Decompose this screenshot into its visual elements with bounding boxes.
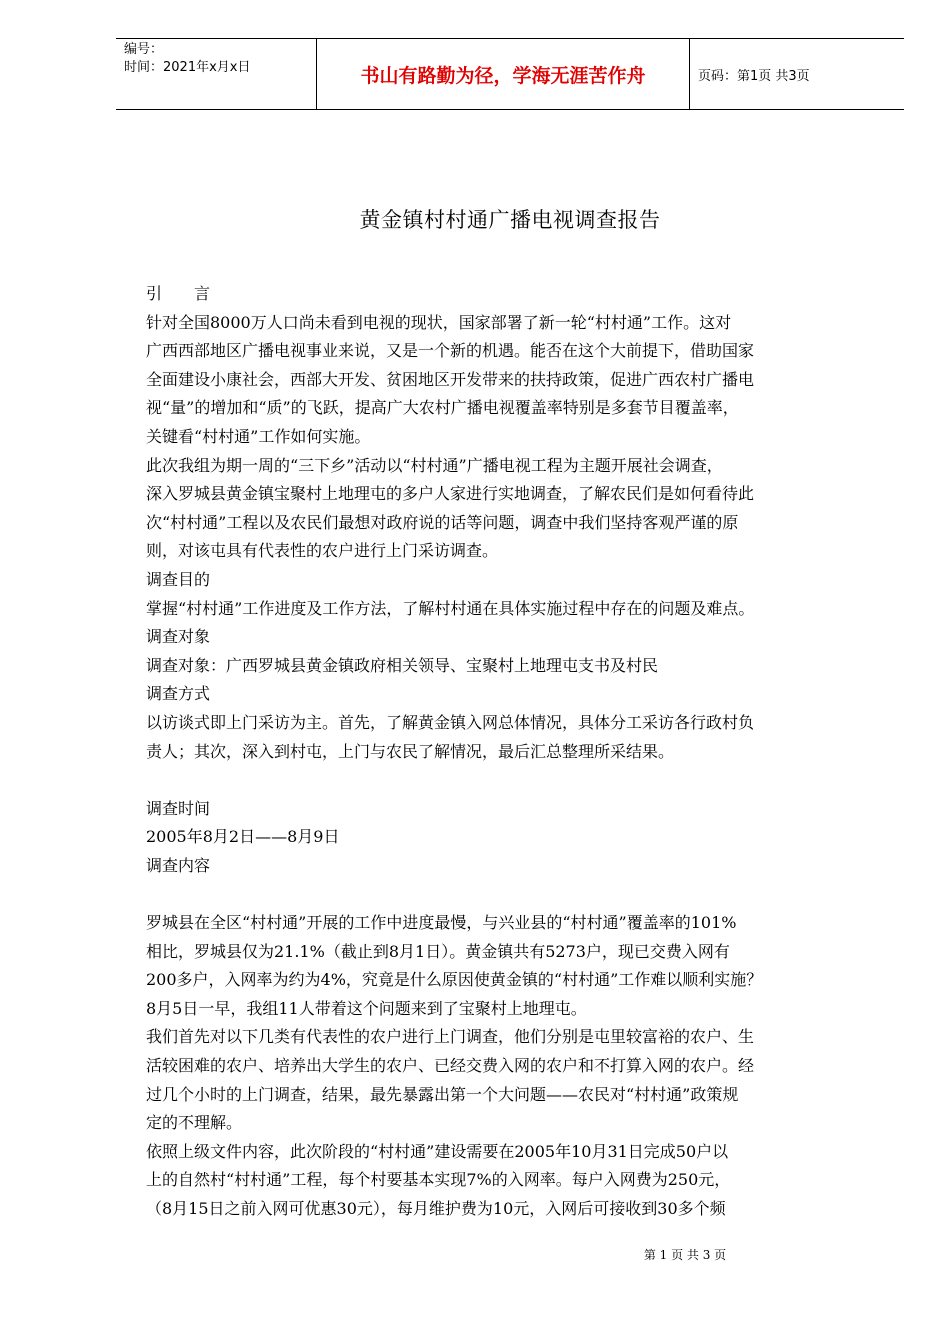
body-line: 此次我组为期一周的“三下乡”活动以“村村通”广播电视工程为主题开展社会调查， <box>146 455 723 475</box>
body-line: 依照上级文件内容，此次阶段的“村村通”建设需要在2005年10月31日完成50户以 <box>146 1141 729 1161</box>
document-title: 黄金镇村村通广播电视调查报告 <box>359 208 661 232</box>
section-heading: 调查方式 <box>146 684 211 704</box>
header-meta <box>116 39 316 109</box>
body-line: 2005年8月2日——8月9日 <box>146 827 340 847</box>
body-line: 引 言 <box>146 284 211 303</box>
body-line: 上的自然村“村村通”工程，每个村要基本实现7%的入网率。每户入网费为250元， <box>146 1170 731 1190</box>
body-line: 8月5日一早，我组11人带着这个问题来到了宝聚村上地理屯。 <box>146 998 587 1018</box>
body-line: 调查对象：广西罗城县黄金镇政府相关领导、宝聚村上地理屯支书及村民 <box>146 655 659 675</box>
body-line: 活较困难的农户、培养出大学生的农户、已经交费入网的农户和不打算入网的农户。经 <box>146 1056 755 1076</box>
section-heading: 调查目的 <box>146 569 211 589</box>
document-body <box>146 280 888 1224</box>
body-line: 罗城县在全区“村村通”开展的工作中进度最慢，与兴业县的“村村通”覆盖率的101% <box>146 913 737 933</box>
section-heading: 调查时间 <box>146 798 211 818</box>
body-line: 我们首先对以下几类有代表性的农户进行上门调查，他们分别是屯里较富裕的农户、生 <box>146 1027 755 1047</box>
header-page-label: 页码：第1页 共3页 <box>698 68 810 84</box>
body-line: 定的不理解。 <box>146 1113 243 1133</box>
blank-line <box>146 766 888 795</box>
body-line: 则，对该屯具有代表性的农户进行上门采访调查。 <box>146 541 499 561</box>
body-line: 视“量”的增加和“质”的飞跃，提高广大农村广播电视覆盖率特别是多套节目覆盖率， <box>146 398 739 418</box>
body-line: 200多户，入网率为约为4%，究竟是什么原因使黄金镇的“村村通”工作难以顺利实施？ <box>146 970 763 990</box>
body-line: 深入罗城县黄金镇宝聚村上地理屯的多户人家进行实地调查，了解农民们是如何看待此 <box>146 484 755 504</box>
body-line: 相比，罗城县仅为21.1%（截止到8月1日）。黄金镇共有5273户，现已交费入网有 <box>146 941 730 961</box>
blank-line <box>146 880 888 909</box>
body-line: 关键看“村村通”工作如何实施。 <box>146 426 371 446</box>
body-line: 全面建设小康社会，西部大开发、贫困地区开发带来的扶持政策，促进广西农村广播电 <box>146 369 755 389</box>
document-number-label: 编号： <box>124 42 164 57</box>
body-line: 过几个小时的上门调查，结果，最先暴露出第一个大问题——农民对“村村通”政策规 <box>146 1084 739 1104</box>
section-heading: 调查内容 <box>146 855 211 875</box>
body-line: 以访谈式即上门采访为主。首先，了解黄金镇入网总体情况，具体分工采访各行政村负 <box>146 712 755 732</box>
body-line: 次“村村通”工程以及农民们最想对政府说的话等问题，调查中我们坚持客观严谨的原 <box>146 512 739 532</box>
header-motto: 书山有路勤为径，学海无涯苦作舟 <box>316 39 690 109</box>
section-heading: 调查对象 <box>146 627 211 647</box>
page-footer: 第 1 页 共 3 页 <box>643 1248 727 1262</box>
body-line: （8月15日之前入网可优惠30元），每月维护费为10元，入网后可接收到30多个频 <box>146 1199 726 1218</box>
body-line: 针对全国8000万人口尚未看到电视的现状，国家部署了新一轮“村村通”工作。这对 <box>146 312 732 332</box>
body-line: 广西西部地区广播电视事业来说，又是一个新的机遇。能否在这个大前提下，借助国家 <box>146 341 755 361</box>
body-line: 责人；其次，深入到村屯，上门与农民了解情况，最后汇总整理所采结果。 <box>146 741 675 761</box>
body-line: 掌握“村村通”工作进度及工作方法，了解村村通在具体实施过程中存在的问题及难点。 <box>146 598 755 618</box>
document-time-label: 时间：2021年x月x日 <box>124 60 251 75</box>
header-table <box>116 38 904 110</box>
